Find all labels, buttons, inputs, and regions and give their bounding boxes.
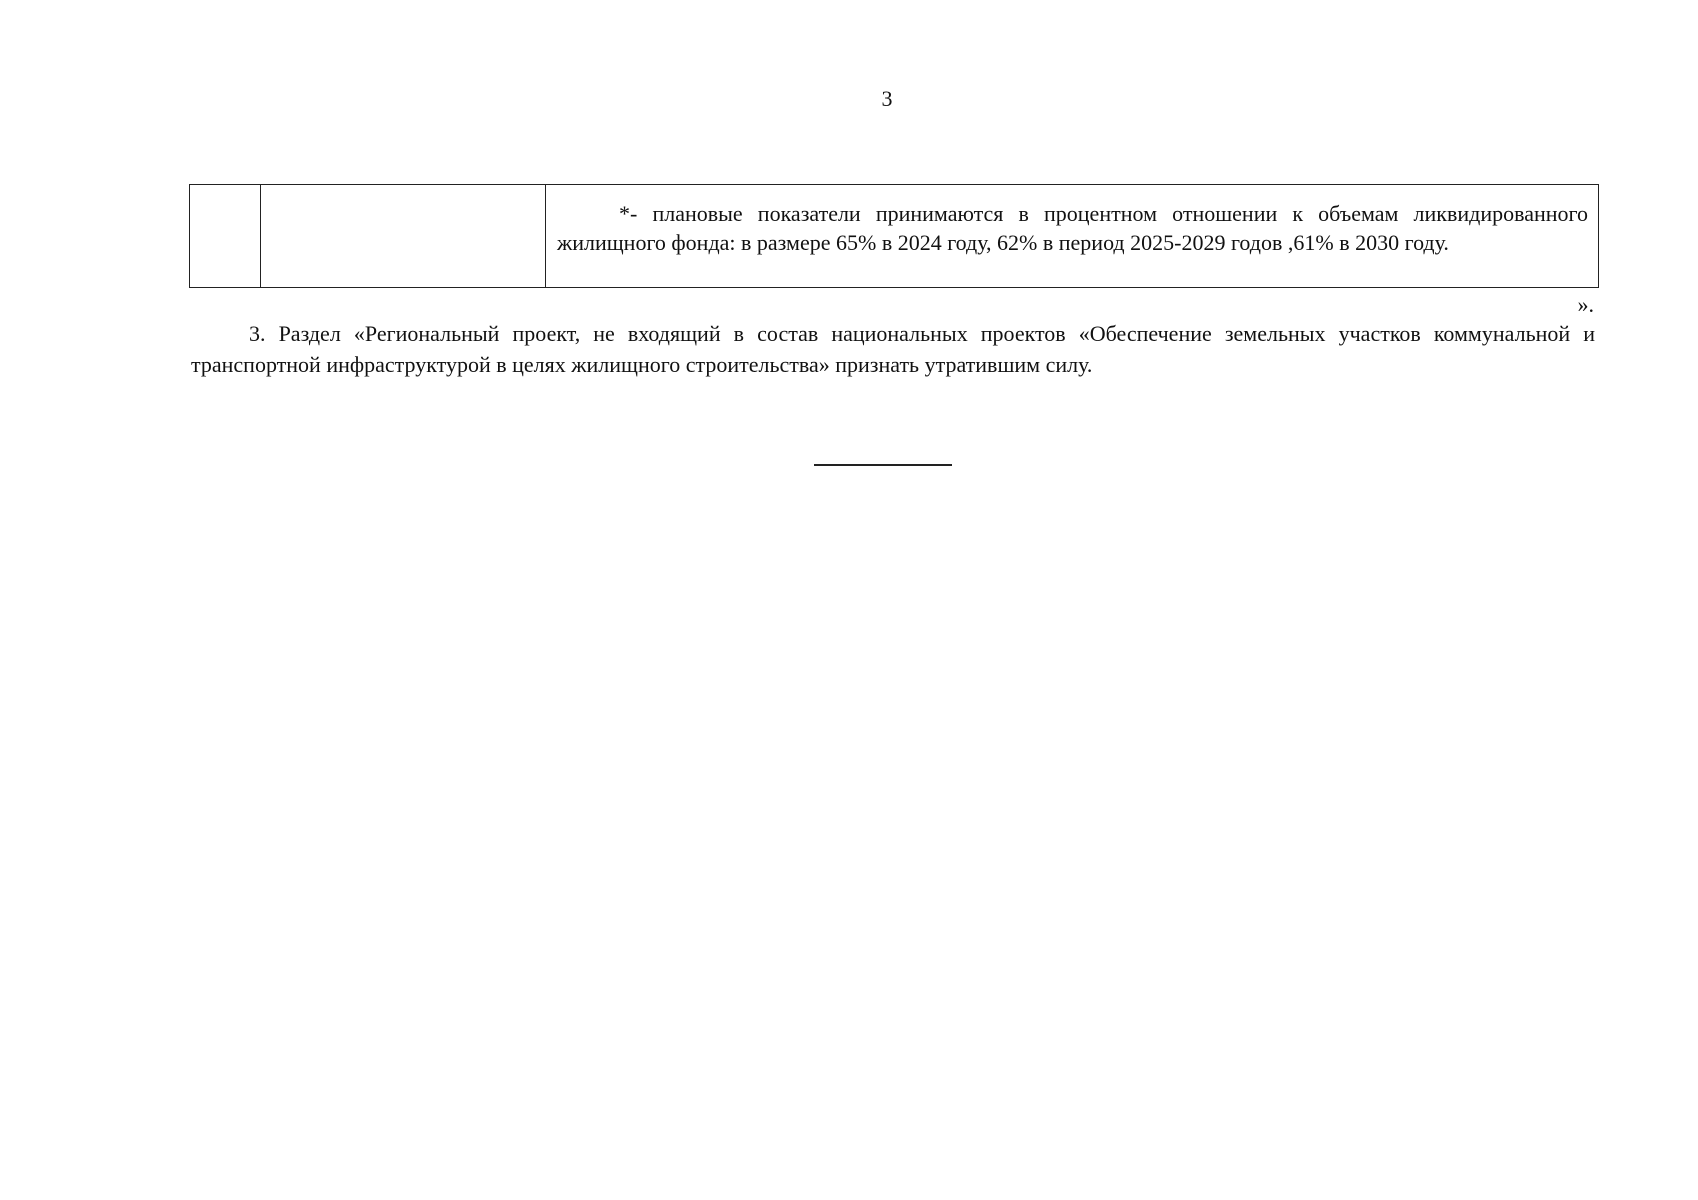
table-cell-name xyxy=(261,185,546,288)
closing-quote: ». xyxy=(1577,292,1594,317)
paragraph-3: 3. Раздел «Региональный проект, не входящий в состав национальных проектов «Обеспечение земельных участков коммунальной и транспортной инфраструктурой в целях жилищного строительства» признать утратившим силу. xyxy=(191,321,1595,377)
table-row xyxy=(190,185,1599,288)
footnote-text: *- плановые показатели принимаются в процентном отношении к объемам ликвидированного жилищного фонда: в размере 65% в 2024 году, 62% в период 2025-2029 годов ,61% в 2030 году. xyxy=(557,201,1588,255)
table-cell-note xyxy=(546,185,1599,288)
table-cell-number xyxy=(190,185,261,288)
note-table xyxy=(189,184,1599,288)
end-divider xyxy=(814,464,952,466)
page-number: 3 xyxy=(881,86,893,111)
